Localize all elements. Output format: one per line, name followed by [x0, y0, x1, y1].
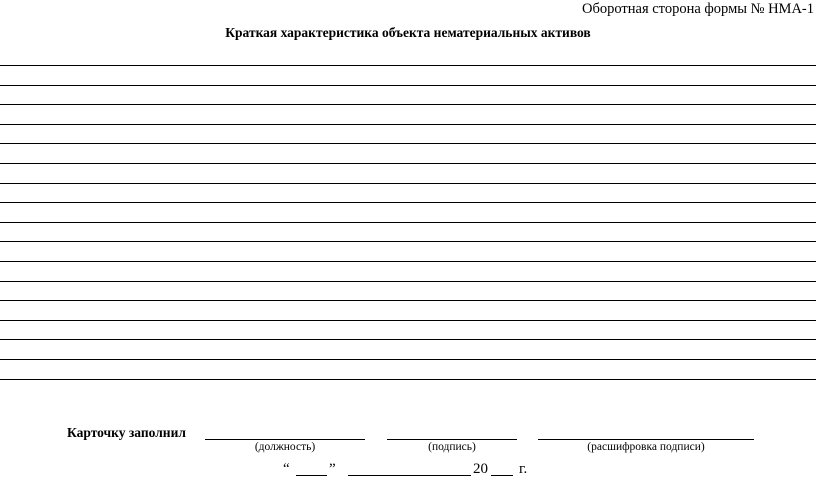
- description-line[interactable]: [0, 124, 816, 125]
- date-day-field[interactable]: [296, 461, 327, 476]
- description-line[interactable]: [0, 320, 816, 321]
- description-line[interactable]: [0, 300, 816, 301]
- name-field[interactable]: [538, 439, 754, 456]
- description-line[interactable]: [0, 222, 816, 223]
- form-title: Краткая характеристика объекта нематериальных активов: [225, 25, 591, 40]
- date-year-field[interactable]: [491, 461, 513, 476]
- description-line[interactable]: [0, 104, 816, 105]
- description-line[interactable]: [0, 85, 816, 86]
- description-line[interactable]: [0, 359, 816, 360]
- date-close-quote: ”: [329, 461, 336, 477]
- description-line[interactable]: [0, 143, 816, 144]
- position-caption: (должность): [254, 441, 316, 453]
- description-line[interactable]: [0, 183, 816, 184]
- description-line[interactable]: [0, 163, 816, 164]
- signature-caption: (подпись): [428, 441, 476, 453]
- description-line[interactable]: [0, 65, 816, 66]
- description-line[interactable]: [0, 281, 816, 282]
- signature-field[interactable]: [387, 439, 517, 456]
- description-line[interactable]: [0, 241, 816, 242]
- description-line[interactable]: [0, 202, 816, 203]
- description-line[interactable]: [0, 339, 816, 340]
- date-open-quote: “: [283, 461, 290, 477]
- form-reference: Оборотная сторона формы № НМА-1: [582, 1, 814, 17]
- signature-row: [0, 425, 816, 455]
- name-caption: (расшифровка подписи): [587, 441, 705, 453]
- position-field[interactable]: [205, 439, 365, 456]
- description-line[interactable]: [0, 261, 816, 262]
- description-line[interactable]: [0, 379, 816, 380]
- filled-by-label: Карточку заполнил: [67, 425, 186, 440]
- date-year-prefix: 20: [473, 461, 488, 477]
- date-month-field[interactable]: [348, 461, 471, 476]
- date-year-suffix: г.: [519, 461, 528, 477]
